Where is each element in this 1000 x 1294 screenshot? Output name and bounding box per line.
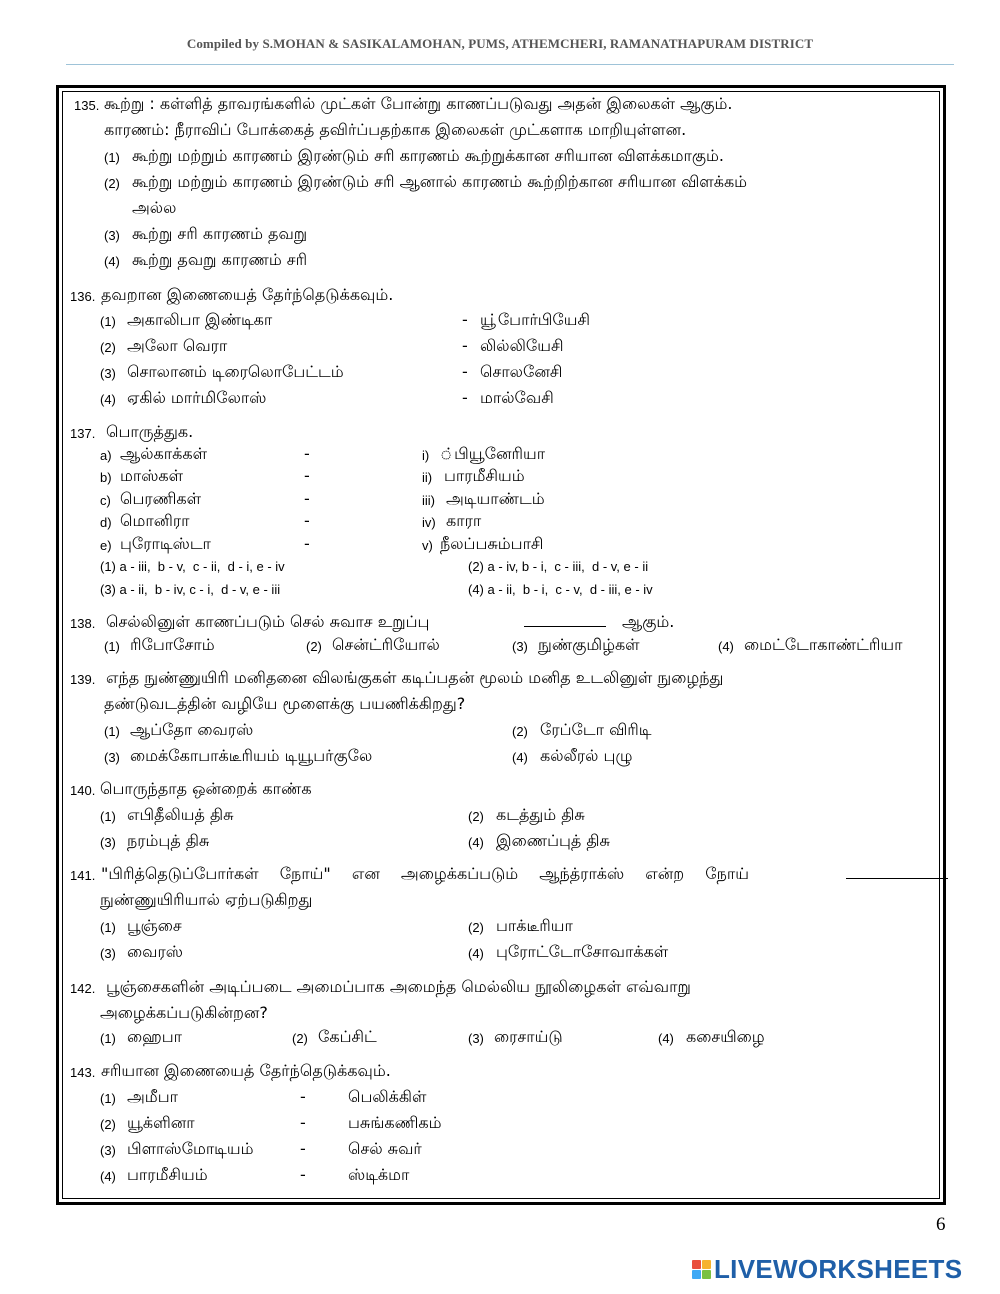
pair-right: லில்லியேசி — [480, 336, 564, 355]
question-text: பொருந்தாத ஒன்றைக் காண்க — [100, 779, 312, 798]
pair-right: பெலிக்கிள் — [348, 1087, 427, 1106]
match-right: நீலப்பசும்பாசி — [440, 534, 544, 553]
option-text: நரம்புத் திசு — [127, 831, 210, 850]
option-text: கூற்று சரி காரணம் தவறு — [132, 224, 308, 243]
match-dash: - — [304, 466, 310, 485]
answer-blank[interactable] — [846, 864, 948, 884]
pair-dash: - — [300, 1087, 306, 1106]
option-text: மைக்கோபாக்டீரியம் டியூபர்குலே — [130, 746, 373, 765]
pair-left: அலோ வெரா — [127, 336, 228, 355]
pair-right: ஸ்டிக்மா — [348, 1165, 410, 1184]
option-text: ஹைபா — [127, 1027, 183, 1046]
pair-number: (2) — [100, 340, 116, 355]
option-text: கூற்று தவறு காரணம் சரி — [132, 250, 308, 269]
pair-number: (3) — [100, 1143, 116, 1158]
reason-text: காரணம்: நீராவிப் போக்கைத் தவிர்ப்பதற்காக இலைகள் முட்களாக மாறியுள்ளன. — [104, 120, 687, 139]
match-left: மாஸ்கள் — [120, 466, 184, 485]
match-right-number: iv) — [422, 515, 436, 530]
option-number: (3) — [104, 750, 120, 765]
page-header: Compiled by S.MOHAN & SASIKALAMOHAN, PUMS, ATHEMCHERI, RAMANATHAPURAM DISTRICT — [186, 36, 814, 51]
match-label: b) — [100, 470, 112, 485]
match-dash: - — [304, 444, 310, 463]
question-text: பொருத்துக. — [106, 422, 194, 441]
pair-number: (4) — [100, 392, 116, 407]
answer-option: (2) a - iv, b - i, c - iii, d - v, e - ii — [468, 559, 649, 574]
option-text: வைரஸ் — [127, 942, 183, 961]
option-number: (2) — [104, 176, 120, 191]
question-number: 136. — [70, 289, 96, 304]
option-text: மைட்டோகாண்ட்ரியா — [744, 635, 903, 654]
option-number: (2) — [512, 724, 528, 739]
match-right: காரா — [446, 511, 482, 530]
question-text-continued: அழைக்கப்படுகின்றன? — [100, 1003, 268, 1022]
option-text-continued: அல்ல — [132, 198, 177, 217]
match-label: a) — [100, 448, 112, 463]
match-dash: - — [304, 489, 310, 508]
pair-right: பசுங்கணிகம் — [348, 1113, 442, 1132]
option-text: ரைசாய்டு — [494, 1027, 563, 1046]
option-text: நுண்குமிழ்கள் — [538, 635, 640, 654]
pair-right: யூ்போர்பியேசி — [480, 310, 590, 329]
pair-left: அமீபா — [127, 1087, 178, 1106]
question-text: பூஞ்சைகளின் அடிப்படை அமைப்பாக அமைந்த மெல்லிய நூலிழைகள் எவ்வாறு — [106, 977, 691, 996]
option-text: ரேப்டோ விரிடி — [540, 720, 652, 739]
match-left: பெரணிகள் — [120, 489, 202, 508]
option-text: கூற்று மற்றும் காரணம் இரண்டும் சரி ஆனால் காரணம் கூற்றிற்கான சரியான விளக்கம் — [132, 172, 748, 191]
option-number: (2) — [468, 809, 484, 824]
option-text: கல்லீரல் புழு — [540, 746, 633, 765]
option-text: புரோட்டோசோவாக்கள் — [496, 942, 669, 961]
option-text: ரிபோசோம் — [130, 635, 215, 654]
option-number: (4) — [104, 254, 120, 269]
option-number: (1) — [104, 724, 120, 739]
answer-option: (3) a - ii, b - iv, c - i, d - v, e - iii — [100, 582, 281, 597]
option-number: (4) — [718, 639, 734, 654]
answer-option: (4) a - ii, b - i, c - v, d - iii, e - iv — [468, 582, 653, 597]
option-text: கடத்தும் திசு — [496, 805, 585, 824]
option-number: (1) — [104, 639, 120, 654]
pair-left: யூக்ளினா — [127, 1113, 195, 1132]
pair-dash: - — [462, 336, 468, 355]
liveworksheets-blocks-icon — [692, 1260, 711, 1279]
logo-block — [702, 1270, 711, 1279]
option-text: கேப்சிட் — [318, 1027, 377, 1046]
match-left: புரோடிஸ்டா — [120, 534, 211, 553]
option-text: பாக்டீரியா — [496, 916, 573, 935]
pair-left: ஏகில் மார்மிலோஸ் — [127, 388, 267, 407]
pair-left: பிளாஸ்மோடியம் — [127, 1139, 254, 1158]
page-number: 6 — [936, 1214, 946, 1235]
match-right-number: iii) — [422, 493, 435, 508]
question-number: 138. — [70, 616, 96, 631]
option-text: எபிதீலியத் திசு — [127, 805, 234, 824]
question-text-continued: நுண்ணுயிரியால் ஏற்படுகிறது — [100, 890, 313, 909]
question-number: 137. — [70, 426, 96, 441]
question-number: 139. — [70, 672, 96, 687]
match-right-number: ii) — [422, 470, 433, 485]
match-dash: - — [304, 511, 310, 530]
option-number: (4) — [468, 946, 484, 961]
logo-block — [692, 1260, 701, 1269]
statement-text: கூற்று : கள்ளித் தாவரங்களில் முட்கள் போன்று காணப்படுவது அதன் இலைகள் ஆகும். — [104, 94, 733, 113]
match-right-number: i) — [422, 448, 430, 463]
match-label: e) — [100, 538, 112, 553]
option-text: கசையிழை — [686, 1027, 765, 1046]
question-number: 135. — [74, 98, 100, 113]
answer-blank[interactable] — [524, 612, 606, 632]
option-text: ஆப்தோ வைரஸ் — [130, 720, 254, 739]
option-number: (3) — [100, 835, 116, 850]
question-number: 141. — [70, 868, 96, 883]
option-number: (2) — [306, 639, 322, 654]
option-number: (3) — [104, 228, 120, 243]
question-text: சரியான இணையைத் தேர்ந்தெடுக்கவும். — [101, 1061, 391, 1080]
option-number: (4) — [512, 750, 528, 765]
match-left: ஆல்காக்கள் — [120, 444, 208, 463]
question-text-end: ஆகும். — [622, 612, 675, 631]
pair-number: (2) — [100, 1117, 116, 1132]
pair-dash: - — [300, 1113, 306, 1132]
question-text: தவறான இணையைத் தேர்ந்தெடுக்கவும். — [101, 285, 394, 304]
option-number: (2) — [468, 920, 484, 935]
match-right: ்பியூனேரியா — [440, 444, 546, 463]
option-text: இணைப்புத் திசு — [496, 831, 610, 850]
match-right-number: v) — [422, 538, 433, 553]
option-number: (3) — [468, 1031, 484, 1046]
answer-option: (1) a - iii, b - v, c - ii, d - i, e - iv — [100, 559, 285, 574]
question-text: எந்த நுண்ணுயிரி மனிதனை விலங்குகள் கடிப்பதன் மூலம் மனித உடலினுள் நுழைந்து — [106, 668, 724, 687]
pair-left: அகாலிபா இண்டிகா — [127, 310, 273, 329]
option-number: (4) — [658, 1031, 674, 1046]
option-number: (1) — [100, 809, 116, 824]
option-number: (2) — [292, 1031, 308, 1046]
pair-number: (4) — [100, 1169, 116, 1184]
pair-left: சொலானம் டிரைலொபேட்டம் — [127, 362, 344, 381]
option-number: (1) — [104, 150, 120, 165]
pair-dash: - — [300, 1139, 306, 1158]
logo-block — [692, 1270, 701, 1279]
logo-text: LIVEWORKSHEETS — [714, 1253, 963, 1284]
option-text: பூஞ்சை — [127, 916, 182, 935]
pair-right: செல் சுவர் — [348, 1139, 422, 1158]
pair-number: (3) — [100, 366, 116, 381]
pair-left: பாரமீசியம் — [127, 1165, 208, 1184]
match-right: அடியாண்டம் — [446, 489, 545, 508]
match-label: c) — [100, 493, 111, 508]
pair-dash: - — [462, 362, 468, 381]
question-text-continued: தண்டுவடத்தின் வழியே மூளைக்கு பயணிக்கிறது? — [104, 694, 466, 713]
match-left: மொனிரா — [120, 511, 190, 530]
pair-dash: - — [462, 388, 468, 407]
question-number: 142. — [70, 981, 96, 996]
header-divider — [66, 64, 954, 65]
match-label: d) — [100, 515, 112, 530]
option-number: (1) — [100, 920, 116, 935]
option-number: (3) — [100, 946, 116, 961]
option-number: (4) — [468, 835, 484, 850]
pair-dash: - — [462, 310, 468, 329]
liveworksheets-logo[interactable] — [692, 1254, 962, 1284]
question-number: 140. — [70, 783, 96, 798]
pair-right: மால்வேசி — [480, 388, 554, 407]
option-text: சென்ட்ரியோல் — [332, 635, 440, 654]
pair-number: (1) — [100, 314, 116, 329]
question-text: "பிரித்தெடுப்போர்கள் நோய்" என அழைக்கப்படும் ஆந்த்ராக்ஸ் என்ற நோய் — [101, 864, 749, 883]
pair-dash: - — [300, 1165, 306, 1184]
logo-block — [702, 1260, 711, 1269]
option-number: (1) — [100, 1031, 116, 1046]
pair-right: சொலனேசி — [480, 362, 563, 381]
match-right: பாரமீசியம் — [444, 466, 525, 485]
pair-number: (1) — [100, 1091, 116, 1106]
match-dash: - — [304, 534, 310, 553]
question-text: செல்லினுள் காணப்படும் செல் சுவாச உறுப்பு — [106, 612, 430, 631]
option-number: (3) — [512, 639, 528, 654]
option-text: கூற்று மற்றும் காரணம் இரண்டும் சரி காரணம் கூற்றுக்கான சரியான விளக்கமாகும். — [132, 146, 724, 165]
question-number: 143. — [70, 1065, 96, 1080]
